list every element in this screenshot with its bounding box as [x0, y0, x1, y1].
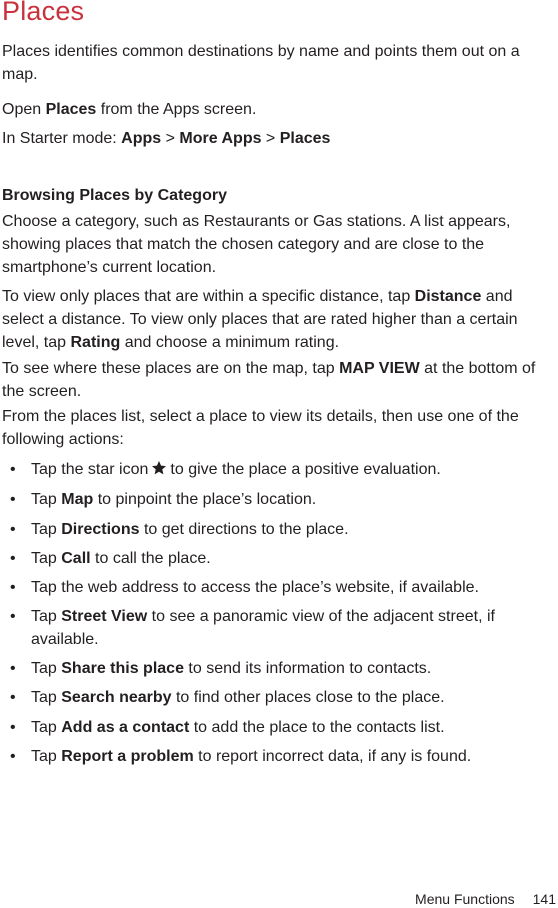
footer-section-title: Menu Functions	[415, 891, 515, 907]
bullet-pre: Tap	[31, 660, 62, 677]
bullet-bold: Search nearby	[61, 689, 172, 706]
bullet-glyph: •	[10, 579, 16, 596]
bullet-pre: Tap	[31, 689, 62, 706]
section-heading: Browsing Places by Category	[2, 187, 227, 204]
list-item-text	[31, 576, 531, 599]
starter-sep1: >	[161, 130, 180, 147]
list-item-text	[31, 657, 531, 680]
para2-mid: and select a distance. To view only places that are rated higher than a certain level, tap	[2, 288, 518, 351]
rating-label: Rating	[70, 334, 121, 351]
page-title: Places	[2, 0, 85, 26]
actions-intro-paragraph: From the places list, select a place to view its details, then use one of the following actions:	[2, 408, 519, 448]
bullet-pre: Tap	[31, 521, 62, 538]
para2-pre: To view only places that are within a specific distance, tap	[2, 288, 415, 305]
starter-places-label: Places	[279, 130, 331, 147]
list-item-text	[31, 605, 516, 651]
bullet-pre: Tap	[31, 748, 62, 765]
bullet-post: to pinpoint the place’s location.	[93, 491, 317, 508]
list-item-text	[31, 745, 531, 768]
starter-sep2: >	[261, 130, 280, 147]
bullet-glyph: •	[10, 660, 16, 677]
bullet-bold: Directions	[61, 521, 140, 538]
bullet-pre: Tap the star icon	[31, 461, 149, 478]
bullet-post: to send its information to contacts.	[183, 660, 432, 677]
bullet-pre: Tap	[31, 608, 62, 625]
category-paragraph: Choose a category, such as Restaurants or Gas stations. A list appears, showing places that match the chosen category and are close to the smartphone’s current location.	[2, 213, 511, 276]
list-item-text	[31, 716, 531, 739]
map-view-paragraph	[2, 357, 552, 403]
page-footer	[0, 891, 556, 907]
bullet-post: to call the place.	[90, 550, 211, 567]
starter-more-apps-label: More Apps	[179, 130, 262, 147]
bullet-post: to find other places close to the place.	[171, 689, 445, 706]
list-item-text	[31, 458, 531, 481]
bullet-bold: Share this place	[61, 660, 184, 677]
bullet-glyph: •	[10, 550, 16, 567]
open-instruction	[2, 98, 256, 121]
bullet-pre: Tap	[31, 719, 62, 736]
distance-label: Distance	[414, 288, 482, 305]
bullet-post: to report incorrect data, if any is found.	[193, 748, 472, 765]
starter-mode-instruction	[2, 127, 330, 150]
starter-apps-label: Apps	[121, 130, 162, 147]
bullet-glyph: •	[10, 521, 16, 538]
open-post: from the Apps screen.	[96, 101, 257, 118]
bullet-bold: Add as a contact	[61, 719, 190, 736]
list-item-text	[31, 518, 531, 541]
bullet-glyph: •	[10, 608, 16, 625]
bullet-bold: Call	[61, 550, 91, 567]
bullet-pre: Tap the web address to access the place’s website, if available.	[31, 579, 479, 596]
list-item-text	[31, 686, 531, 709]
starter-pre: In Starter mode:	[2, 130, 122, 147]
bullet-glyph: •	[10, 748, 16, 765]
para3-pre: To see where these places are on the map, tap	[2, 360, 340, 377]
bullet-post: to give the place a positive evaluation.	[170, 461, 441, 478]
bullet-glyph: •	[10, 461, 16, 478]
star-icon	[151, 460, 167, 476]
distance-rating-paragraph	[2, 285, 550, 354]
list-item-text	[31, 547, 531, 570]
bullet-bold: Map	[61, 491, 94, 508]
para3-post: at the bottom of the screen.	[2, 360, 536, 400]
open-pre: Open	[2, 101, 46, 118]
bullet-pre: Tap	[31, 550, 62, 567]
bullet-pre: Tap	[31, 491, 62, 508]
bullet-post: to add the place to the contacts list.	[189, 719, 445, 736]
page-number: 141	[532, 891, 556, 907]
bullet-glyph: •	[10, 719, 16, 736]
para2-post: and choose a minimum rating.	[120, 334, 340, 351]
map-view-label: MAP VIEW	[339, 360, 420, 377]
list-item-text	[31, 488, 531, 511]
bullet-bold: Street View	[61, 608, 148, 625]
intro-paragraph: Places identifies common destinations by name and points them out on a map.	[2, 43, 520, 83]
bullet-post: to see a panoramic view of the adjacent street, if available.	[31, 608, 495, 648]
bullet-bold: Report a problem	[61, 748, 194, 765]
bullet-glyph: •	[10, 689, 16, 706]
open-places-label: Places	[45, 101, 97, 118]
bullet-glyph: •	[10, 491, 16, 508]
bullet-post: to get directions to the place.	[139, 521, 349, 538]
